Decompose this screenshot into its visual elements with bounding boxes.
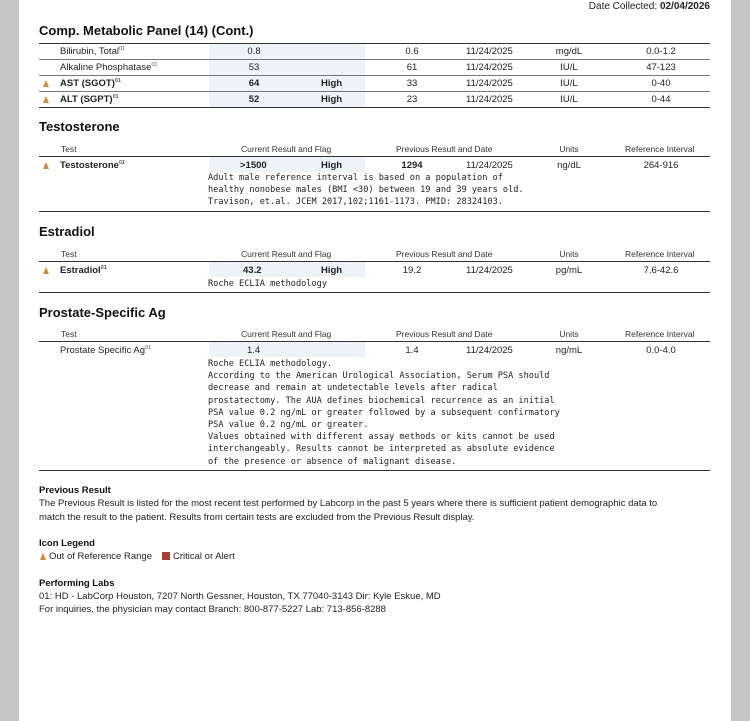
cmp-row-2-units: IU/L [560,78,578,89]
cmp-row-0-test: Bilirubin, Total$^{01}$ [60,46,126,58]
col-header-previous: Previous Result and Date [396,329,493,339]
psa-prev-date: 11/24/2025 [466,345,513,356]
psa-prev: 1.4 [405,345,419,356]
estradiol-note: Roche ECLIA methodology [208,279,327,289]
cmp-row-0-ref: 0.0-1.2 [646,46,676,57]
row-divider [39,59,710,60]
cmp-row-3-ref: 0-44 [651,94,671,105]
previous-result-line2: match the result to the patient. Results from certain tests are excluded from the Previous Result display. [39,512,475,523]
estradiol-prev-date: 11/24/2025 [466,265,513,276]
estradiol-ref: 7.6-42.6 [643,265,679,276]
estradiol-current: 43.2 [243,265,262,276]
col-header-units: Units [559,144,579,154]
estradiol-units: pg/mL [555,265,583,276]
date-collected-value: 02/04/2026 [659,1,710,12]
cmp-row-1-units: IU/L [560,62,578,73]
col-header-test: Test [61,249,77,259]
estradiol-section-title: Estradiol [39,224,95,239]
cmp-row-1-test: Alkaline Phosphatase$^{01}$ [60,62,158,74]
cmp-row-2-ref: 0-40 [651,78,671,89]
cmp-row-2-prev: 33 [406,78,418,89]
icon-legend-title: Icon Legend [39,538,95,549]
header-rule [39,341,710,342]
row-divider [39,107,710,108]
col-header-test: Test [61,144,77,154]
psa-note: Roche ECLIA methodology. According to the American Urological Association, Serum PSA should decrease and remain at undetectable levels after radical prostatectomy. The AUA defines biochemical recurrence as an initial PSA value 0.2 ng/mL or greater followed by a subsequent confirmatory PSA value 0.2 ng/mL or greater. Values obtained with different assay methods or kits cannot be used interchangeably. Results cannot be interpreted as absolute evidence of the presence or absence of malignant disease. [208,359,560,467]
cmp-row-0-prev-date: 11/24/2025 [466,46,513,57]
cmp-row-1-ref: 47-123 [646,62,676,73]
col-header-current: Current Result and Flag [241,329,332,339]
psa-test: Prostate Specific Ag$^{01}$ [60,345,152,357]
cmp-row-1-prev: 61 [406,62,418,73]
cmp-row-1-current: 53 [248,62,260,73]
col-header-ref: Reference Interval [625,329,695,339]
psa-ref: 0.0-4.0 [646,345,676,356]
row-divider [39,91,710,92]
cmp-row-0-prev: 0.6 [405,46,419,57]
estradiol-prev: 19.2 [402,265,422,276]
col-header-units: Units [559,329,579,339]
testosterone-test: Testosterone$^{01}$ [60,160,126,172]
psa-section-title: Prostate-Specific Ag [39,305,166,320]
col-header-current: Current Result and Flag [241,249,332,259]
legend-out-of-range-label: Out of Reference Range [49,551,152,562]
current-result-highlight [209,342,365,357]
testosterone-note: Adult male reference interval is based on a population of healthy nonobese males (BMI <30) between 19 and 39 years old. Travison, et.al. JCEM 2017,102;1161-1173. PMID: 28324103. [208,173,524,208]
previous-result-line1: The Previous Result is listed for the most recent test performed by Labcorp in the past 5 years where there is sufficient patient demographic data to [39,498,658,509]
cmp-row-2-test: AST (SGOT)$^{01}$ [60,78,122,90]
cmp-row-3-flag: High [321,94,343,105]
row-divider [39,75,710,76]
cmp-row-3-prev-date: 11/24/2025 [466,94,513,105]
cmp-row-3-units: IU/L [560,94,578,105]
cmp-row-0-units: mg/dL [555,46,583,57]
cmp-row-3-prev: 23 [406,94,418,105]
psa-units: ng/mL [555,345,583,356]
out-of-range-icon [40,553,46,560]
out-of-range-icon [43,267,49,274]
col-header-units: Units [559,249,579,259]
section-rule [39,292,710,293]
critical-alert-icon [162,552,170,560]
out-of-range-icon [43,162,49,169]
report-page [19,0,731,721]
date-collected-label: Date Collected: [588,1,658,12]
out-of-range-icon [43,80,49,87]
testosterone-section-title: Testosterone [39,119,120,134]
testosterone-flag: High [321,160,343,171]
cmp-section-title: Comp. Metabolic Panel (14) (Cont.) [39,23,254,38]
cmp-row-3-test: ALT (SGPT)$^{01}$ [60,94,119,106]
performing-labs-line1: 01: HD - LabCorp Houston, 7207 North Gessner, Houston, TX 77040-3143 Dir: Kyle Eskue, MD [39,591,441,602]
testosterone-prev-date: 11/24/2025 [466,160,513,171]
estradiol-test: Estradiol$^{01}$ [60,265,107,277]
cmp-row-2-flag: High [321,78,343,89]
cmp-top-rule [39,43,710,44]
testosterone-prev: 1294 [401,160,423,171]
col-header-test: Test [61,329,77,339]
section-rule [39,211,710,212]
section-rule [39,470,710,471]
col-header-ref: Reference Interval [625,144,695,154]
performing-labs-title: Performing Labs [39,578,115,589]
estradiol-flag: High [321,265,343,276]
legend-critical-label: Critical or Alert [173,551,235,562]
cmp-row-1-prev-date: 11/24/2025 [466,62,513,73]
cmp-row-0-current: 0.8 [247,46,261,57]
col-header-previous: Previous Result and Date [396,144,493,154]
col-header-previous: Previous Result and Date [396,249,493,259]
col-header-ref: Reference Interval [625,249,695,259]
testosterone-current: >1500 [240,160,267,171]
psa-current: 1.4 [247,345,261,356]
cmp-row-2-current: 64 [248,78,260,89]
date-collected [589,1,710,12]
previous-result-title: Previous Result [39,485,111,496]
out-of-range-icon [43,96,49,103]
cmp-row-2-prev-date: 11/24/2025 [466,78,513,89]
header-rule [39,156,710,157]
cmp-row-3-current: 52 [248,94,260,105]
col-header-current: Current Result and Flag [241,144,332,154]
performing-labs-line2: For inquiries, the physician may contact Branch: 800-877-5227 Lab: 713-856-8288 [39,604,386,615]
testosterone-ref: 264-916 [643,160,679,171]
header-rule [39,261,710,262]
testosterone-units: ng/dL [557,160,581,171]
